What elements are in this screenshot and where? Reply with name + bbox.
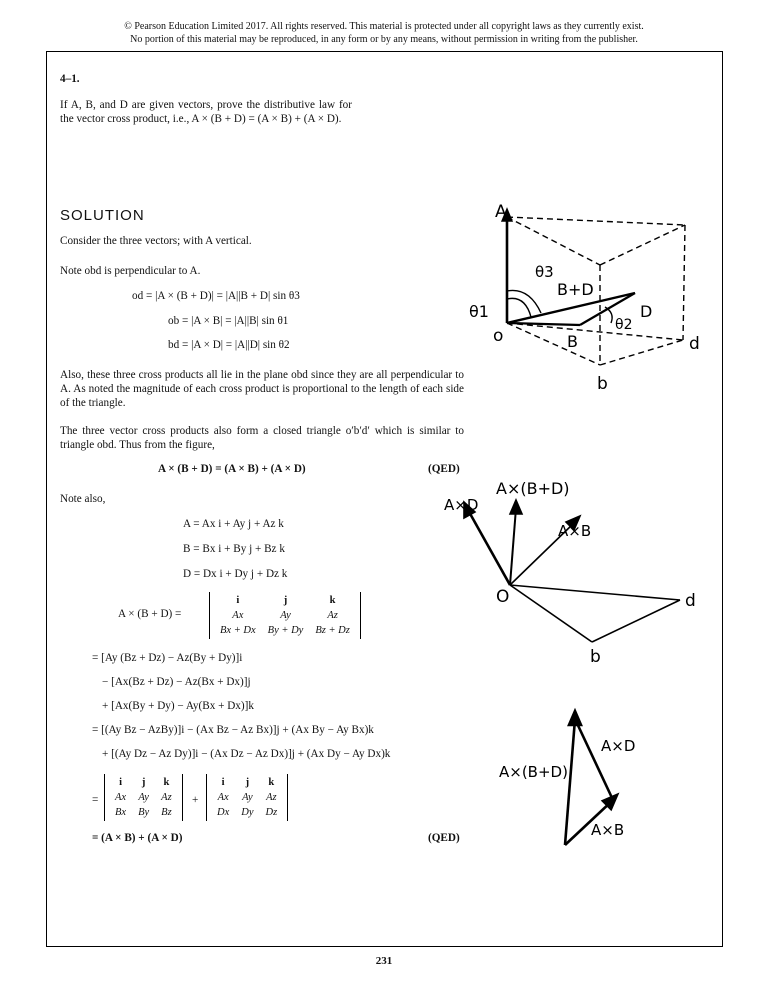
prism-top-back [600, 225, 685, 265]
triangle-AxD [575, 719, 613, 800]
prism-right-vertical [683, 225, 685, 340]
triangle-AxBD [565, 719, 575, 845]
problem-number: 4–1. [60, 73, 80, 85]
copyright-line-1: © Pearson Education Limited 2017. All rights reserved. This material is protected under all copyright laws as they currently exist. [124, 21, 644, 32]
determinant-2 [104, 774, 183, 821]
determinant-3 [206, 774, 288, 821]
det1-r2c0: Bx + Dx [220, 625, 256, 636]
vector-AxBD [510, 508, 516, 585]
label-theta2: θ2 [615, 317, 633, 333]
eq-main: A × (B + D) = (A × B) + (A × D) [158, 463, 306, 475]
det2-plus: + [192, 794, 199, 806]
label-o: o [493, 326, 504, 346]
label-AxBD-3: A×(B+D) [499, 763, 568, 781]
det1-r2c2: Bz + Dz [315, 625, 350, 636]
det3-r1c1: Ay [242, 792, 253, 803]
label-AxB-3: A×B [591, 821, 625, 839]
label-O: O [496, 587, 510, 607]
expansion-2: − [Ax(Bz + Dz) − Az(Bx + Dx)]j [102, 676, 251, 688]
label-B: B [567, 332, 578, 351]
label-theta1: θ1 [469, 302, 489, 321]
label-D: D [640, 302, 653, 321]
det3-r2c1: Dy [241, 807, 254, 818]
page-number: 231 [375, 955, 393, 967]
def-B: B = Bx i + By j + Bz k [183, 543, 285, 555]
det2-r0c1: j [141, 777, 146, 788]
solution-para-2: Note obd is perpendicular to A. [60, 265, 201, 277]
label-AxD-3: A×D [601, 737, 636, 755]
det2-r1c1: Ay [138, 792, 149, 803]
angle-theta1-arc [507, 298, 531, 317]
det2-r2c2: Bz [161, 807, 172, 818]
prism-top-edge [507, 217, 685, 225]
figure-cross-products [440, 470, 715, 665]
label-AxB: A×B [558, 522, 592, 540]
expansion-1: = [Ay (Bz + Dz) − Az(By + Dy)]i [92, 652, 243, 664]
det3-r2c0: Dx [217, 807, 230, 818]
qed-1: (QED) [428, 463, 460, 475]
line-od [507, 323, 683, 340]
det3-r2c2: Dz [265, 807, 278, 818]
determinant-1 [209, 592, 361, 639]
det2-r1c2: Az [161, 792, 172, 803]
det1-r1c1: Ay [280, 610, 291, 621]
label-d-2: d [685, 591, 696, 611]
def-D: D = Dx i + Dy j + Dz k [183, 568, 288, 580]
det1-r1c2: Az [327, 610, 338, 621]
label-d: d [689, 334, 700, 354]
det3-r0c0: i [221, 777, 225, 788]
line-ob [507, 323, 600, 365]
eq-ob: ob = |A × B| = |A||B| sin θ1 [168, 315, 289, 327]
eq-bd: bd = |A × D| = |A||D| sin θ2 [168, 339, 290, 351]
det1-r0c1: j [283, 595, 288, 606]
label-b-2: b [590, 647, 601, 665]
expansion-3: + [Ax(By + Dy) − Ay(Bx + Dx)]k [102, 700, 254, 712]
label-AxD: A×D [444, 496, 479, 514]
problem-statement: If A, B, and D are given vectors, prove the distributive law for the vector cross product, i.e., A × (B + D) = (A × B) + (A × D). [60, 99, 352, 125]
qed-2: (QED) [428, 832, 460, 844]
det2-r2c1: By [138, 807, 150, 818]
det3-r0c2: k [268, 777, 275, 788]
note-also: Note also, [60, 493, 106, 505]
figure-prism [455, 195, 715, 405]
line-ob-2 [510, 585, 592, 642]
triangle-AxBD-arrowhead [569, 711, 581, 725]
copyright-line-2: No portion of this material may be reproduced, in any form or by any means, without permission in writing from the publisher. [130, 34, 638, 45]
det3-r1c2: Az [266, 792, 277, 803]
solution-para-1: Consider the three vectors; with A vertical. [60, 235, 252, 247]
figure-closed-triangle [495, 705, 680, 850]
solution-heading: SOLUTION [60, 207, 145, 224]
label-A: A [495, 202, 507, 222]
vector-AxBD-arrowhead [510, 500, 522, 514]
det3-r1c0: Ax [217, 792, 229, 803]
det1-r2c1: By + Dy [267, 625, 304, 636]
det2-equals: = [92, 794, 99, 806]
solution-para-4: The three vector cross products also form a closed triangle o′b′d′ which is similar to triangle obd. Thus from the figure, [60, 425, 464, 451]
det2-r0c2: k [163, 777, 170, 788]
det2-r1c0: Ax [115, 792, 127, 803]
line-bd-2 [592, 600, 680, 642]
det2-r2c0: Bx [115, 807, 127, 818]
copyright-notice [0, 20, 768, 46]
label-b: b [597, 374, 608, 394]
solution-para-3: Also, these three cross products all lie in the plane obd since they are all perpendicular to A. As noted the magnitude of each cross product is proportional to the length of each side of the triangle. [60, 369, 464, 409]
eq-od: od = |A × (B + D)| = |A||B + D| sin θ3 [132, 290, 300, 302]
label-AxBD: A×(B+D) [496, 479, 570, 498]
det3-r0c1: j [245, 777, 250, 788]
final-equation: = (A × B) + (A × D) [92, 832, 183, 844]
det-lhs: A × (B + D) = [118, 608, 182, 620]
line-od-2 [510, 585, 680, 600]
det1-r1c0: Ax [232, 610, 244, 621]
det1-r0c0: i [236, 595, 240, 606]
line-bd [600, 340, 683, 365]
def-A: A = Ax i + Ay j + Az k [183, 518, 284, 530]
det1-r0c2: k [329, 595, 336, 606]
angle-theta3-arc [507, 290, 541, 313]
label-BplusD: B+D [557, 280, 594, 299]
expansion-5: + [(Ay Dz − Az Dy)]i − (Ax Dz − Az Dx)]j + (Ax Dy − Ay Dx)k [102, 748, 391, 760]
vector-AxD [468, 510, 510, 585]
expansion-4: = [(Ay Bz − AzBy)]i − (Ax Bz − Az Bx)]j + (Ax By − Ay Bx)k [92, 724, 374, 736]
prism-top-diagonal [507, 217, 600, 265]
det2-r0c0: i [119, 777, 122, 788]
label-theta3: θ3 [535, 263, 554, 281]
